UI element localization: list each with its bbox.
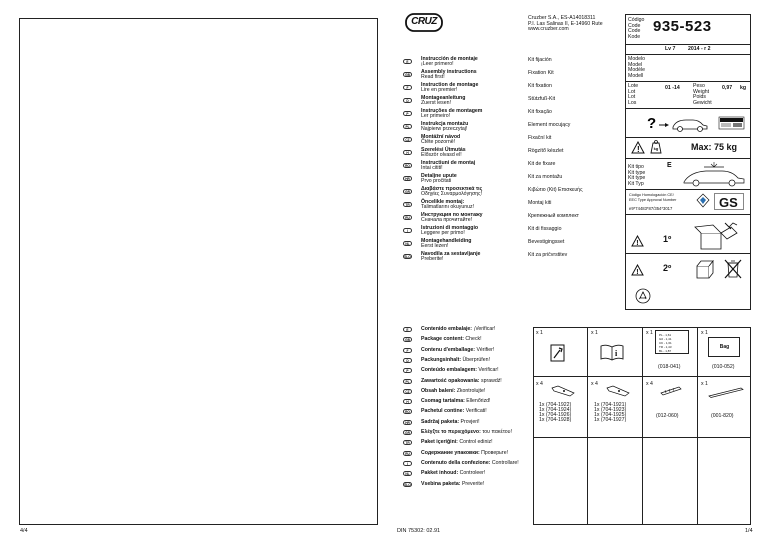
divider [697, 327, 698, 525]
part-code: 1x (704-1924) [539, 407, 572, 413]
crossed-bin-icon [723, 258, 743, 280]
sticker-line: TR - 1,43 [659, 345, 672, 349]
instruction-title: Instrukcja montażu [421, 121, 469, 127]
part-code: (001-820) [711, 413, 734, 419]
lot-value: 01 -14 [665, 85, 680, 91]
model-label-1: Modelo [628, 56, 646, 62]
instruction-sub: ¡Leer primero! [421, 61, 454, 67]
kit-type-label-4: Kit Typ [628, 180, 644, 187]
kg-icon-label: kg [653, 146, 659, 151]
weight-label-4: Gewicht [693, 99, 712, 106]
code-label-4: Kode [628, 33, 641, 40]
instruction-sub: Zuerst lesen! [421, 100, 451, 106]
instruction-kit: Κιβώτιο (Kit) Επισκευής [528, 187, 583, 193]
flag-icon: F [403, 85, 412, 90]
bracket-left-icon [550, 384, 576, 398]
part-qty: x 1 [701, 330, 708, 336]
bag-icon [708, 337, 740, 357]
svg-text:!: ! [636, 269, 639, 276]
part-qty: x 1 [591, 330, 598, 336]
flag-icon: D [403, 358, 412, 363]
instruction-title: Montážní návod [421, 134, 461, 140]
instruction-sub: Prvo pročitati [421, 178, 452, 184]
part-code: 1x (704-1923) [594, 407, 627, 413]
sticker-line: G0 - 1,41 [659, 337, 672, 341]
lot-label-4: Los [628, 99, 637, 106]
content-label: Pakket inhoud: [421, 470, 459, 477]
step2-label: 2º [663, 263, 672, 273]
flag-icon: GB [403, 72, 412, 77]
right-page-number: 1/4 [745, 528, 753, 534]
content-text [421, 482, 484, 488]
divider [625, 137, 751, 138]
instruction-title: Istruzioni di montaggio [421, 225, 479, 231]
svg-text:!: ! [637, 145, 640, 154]
divider [587, 327, 588, 525]
content-value: Controllare! [491, 459, 519, 466]
car-compatibility-icon [631, 112, 746, 134]
content-value: Zkontrolujte! [456, 387, 486, 394]
part-code: (010-052) [712, 364, 735, 370]
flag-icon: HR [403, 176, 412, 181]
content-text [421, 327, 495, 333]
divider [533, 437, 751, 438]
content-text [421, 368, 499, 374]
open-box-icon [691, 221, 743, 251]
instruction-sub: Lire en premier! [421, 87, 458, 93]
content-text [421, 337, 482, 343]
content-text [421, 430, 512, 436]
flag-icon: SLO [404, 482, 411, 487]
homologation-box [627, 192, 748, 213]
content-text [421, 379, 502, 385]
flag-icon: GR [403, 189, 412, 194]
step2-warning-icon [631, 263, 644, 275]
model-label-4: Modell [628, 72, 644, 79]
instruction-kit: Kit de fixare [528, 161, 556, 167]
part-code: 1x (704-1926) [539, 412, 572, 418]
svg-text:i: i [615, 349, 618, 358]
content-text [421, 389, 485, 395]
content-label: Pachetul contine: [421, 408, 465, 415]
divider [625, 108, 751, 109]
divider [625, 81, 751, 82]
content-value: Ellenőrizd! [466, 398, 491, 405]
lot-label-3: Lot [628, 94, 636, 100]
weight-label-1: Peso [693, 83, 705, 89]
weight-kg-icon [650, 140, 662, 154]
divider [625, 54, 751, 55]
instruction-sub: Najpierw przeczytaj! [421, 126, 468, 132]
instruction-kit: Montaj kiti [528, 200, 552, 206]
flag-icon: PL [403, 124, 412, 129]
instruction-kit: Крепежный комплект [528, 213, 580, 219]
svg-text:GS: GS [719, 195, 738, 210]
instruction-title: Instructiuni de montaj [421, 160, 476, 166]
flag-icon: I [403, 228, 412, 233]
divider [642, 327, 643, 525]
homologation-line-2: EEC Type Approval Number [629, 197, 677, 202]
product-code: 935-523 [653, 18, 712, 35]
content-label: Contenu d'emballage: [421, 346, 475, 353]
content-label: Содержание упаковки: [421, 449, 480, 456]
flag-icon: TR [403, 440, 412, 445]
kit-type-label-1: Kit tipo [628, 164, 644, 170]
kit-type-value: E [667, 162, 672, 169]
kit-type-label-2: Kit type [628, 169, 646, 176]
din-reference: DIN 75302: 02.91 [397, 528, 441, 534]
flag-icon: P [403, 368, 412, 373]
content-text [421, 451, 508, 457]
instruction-sub: Intai cititi! [421, 165, 443, 171]
content-value: Check! [465, 336, 482, 343]
weight-value: 0,97 [722, 85, 733, 91]
part-qty: x 4 [591, 381, 598, 387]
flag-icon: CZ [403, 389, 412, 394]
flag-icon: NL [403, 241, 412, 246]
content-value: Verificar! [478, 367, 499, 374]
company-line-3: www.cruzber.com [528, 26, 569, 32]
left-page-number: 4/4 [20, 528, 28, 534]
part-code: 1x (704-1928) [539, 417, 572, 423]
model-label-3: Modèle [628, 67, 646, 73]
content-value: Vérifier! [476, 346, 495, 353]
instruction-kit: Fixační kit [528, 135, 552, 141]
code-label-3: Code [628, 28, 641, 34]
content-label: Csomag tartalma: [421, 398, 465, 405]
svg-text:?: ? [647, 115, 657, 132]
screw-icon [659, 384, 683, 396]
gs-mark-icon [714, 193, 744, 210]
lot-label-2: Lot [628, 88, 636, 95]
step1-warning-icon [631, 234, 644, 246]
content-label: Packungsinhalt: [421, 356, 462, 363]
flag-icon: E [403, 327, 412, 332]
flag-icon: GB [403, 337, 412, 342]
instruction-title: Detaljne upute [421, 173, 457, 179]
instruction-kit: Kit di fissaggio [528, 226, 562, 232]
instruction-title: Assembly instructions [421, 69, 477, 75]
flag-icon: H [403, 150, 412, 155]
instruction-title: Szerelési Útmutás [421, 147, 466, 153]
content-value: ¡Verificar! [473, 326, 496, 332]
instruction-kit: Element mocujący [528, 122, 571, 128]
cruz-logo [405, 13, 443, 32]
instruction-kit: Kit za montažu [528, 174, 563, 180]
part-code: 1x (704-1927) [594, 417, 627, 423]
instruction-title: Инструкция по монтажу [421, 212, 483, 218]
right-page [395, 0, 768, 543]
content-text [421, 348, 494, 354]
flag-icon: H [403, 399, 412, 404]
content-label: Package content: [421, 336, 464, 343]
contents-list [403, 327, 533, 487]
part-code: 1x (704-1921) [594, 402, 627, 408]
divider [533, 376, 751, 377]
content-label: Paket içeriğini: [421, 439, 458, 446]
content-label: Sadržaj paketa: [421, 418, 460, 425]
part-qty: x 4 [646, 381, 653, 387]
part-code: 1x (704-1925) [594, 412, 627, 418]
instruction-kit: Rögzítő készlet [528, 148, 564, 154]
version-date: 2014 - r 2 [688, 46, 711, 52]
company-line-1: Cruzber S.A., ES-A14018311 [528, 15, 596, 21]
tuv-mark-icon [696, 193, 710, 208]
content-value: Controleer! [459, 470, 486, 477]
instruction-sub: Leggere per primo! [421, 230, 465, 236]
content-text [421, 461, 519, 467]
car-profile-icon [680, 160, 748, 188]
homologation-line-1: Código Homologación CE/ [629, 193, 674, 197]
instruction-title: Instrucción de montaje [421, 56, 478, 62]
flag-icon: NL [403, 471, 412, 476]
kit-type-label-3: Kit type [628, 175, 646, 181]
content-text [421, 399, 491, 405]
flag-icon: RO [403, 409, 412, 414]
content-label: Conteúdo embalagem: [421, 367, 477, 374]
bracket-right-icon [605, 384, 631, 398]
part-qty: x 1 [536, 330, 543, 336]
content-value: Verificati! [465, 408, 487, 415]
flag-icon: GR [403, 430, 412, 435]
instruction-sub: Talimatlarını okuyunuz! [421, 204, 475, 210]
logo-text: CRUZ [411, 16, 437, 27]
instruction-sub: Čtěte pozorně! [421, 139, 456, 145]
disposal-box-icon [693, 258, 715, 280]
content-value: Preverite! [461, 480, 485, 487]
flag-icon: RU [403, 215, 412, 220]
instruction-kit: Kit za pričvrstitev [528, 252, 568, 258]
divider [625, 158, 751, 159]
sticker-line: BL - 1,87 [659, 349, 672, 353]
instruction-kit: Fixation Kit [528, 70, 554, 76]
homologation-number: e9*74483*87/354*3017 [629, 206, 673, 211]
instruction-title: Montagehandleiding [421, 238, 472, 244]
flag-icon: HR [403, 420, 412, 425]
instruction-sub: Ler primeiro! [421, 113, 451, 119]
flag-icon: CZ [403, 137, 412, 142]
content-text [421, 358, 490, 364]
instruction-sub: Preberite! [421, 256, 444, 262]
divider [625, 214, 751, 215]
content-value: του πακέτου! [482, 429, 512, 435]
wrench-document-icon [550, 344, 566, 362]
flag-icon: E [403, 59, 412, 64]
instruction-title: Instruction de montage [421, 82, 479, 88]
left-page-frame [19, 18, 378, 525]
svg-text:!: ! [636, 240, 639, 247]
vehicle-list-sticker [655, 330, 689, 354]
flag-icon: P [403, 111, 412, 116]
content-label: Contenuto della confezione: [421, 459, 491, 466]
flag-icon: I [403, 461, 412, 466]
lot-label-1: Lote [628, 83, 639, 89]
content-text [421, 440, 493, 446]
instruction-kit: Stützfuß-Kit [528, 96, 556, 102]
flag-icon: F [403, 348, 412, 353]
content-value: Control ediniz! [459, 439, 493, 446]
weight-label-2: Weight [693, 88, 710, 95]
flag-icon: D [403, 98, 412, 103]
version-lv: Lv 7 [665, 46, 676, 52]
content-value: sprawdź! [480, 377, 502, 384]
instruction-kit: Kit fijación [528, 57, 552, 63]
part-code: (012-060) [656, 413, 679, 419]
sticker-line: PL - 1,61 [659, 333, 672, 337]
max-load: Max: 75 kg [691, 142, 738, 152]
code-label-2: Code [628, 22, 641, 29]
content-label: Vsebina paketa: [421, 480, 461, 487]
divider [625, 44, 751, 45]
content-text [421, 471, 485, 477]
part-qty: x 1 [701, 381, 708, 387]
part-code: (018-041) [658, 364, 681, 370]
instruction-sub: Сначала прочитайте! [421, 217, 473, 223]
content-value: Проверьте! [481, 449, 509, 456]
content-value: Überprüfen! [462, 356, 490, 363]
content-label: Contenido embalaje: [421, 326, 473, 332]
instruction-kit: Kit fixation [528, 83, 552, 89]
instruction-title: Διαβάστε προσεκτικά τις [421, 186, 483, 192]
company-line-2: P.I. Las Salinas II, E-14960 Rute [528, 20, 603, 27]
code-label-1: Código [628, 17, 645, 23]
instruction-title: Montageanleitung [421, 95, 466, 101]
instruction-title: Öncelikle montaj: [421, 199, 465, 205]
divider [625, 253, 751, 254]
model-label-2: Model [628, 61, 643, 68]
instruction-sub: Először olvasd el! [421, 152, 462, 158]
content-text [421, 409, 487, 415]
flag-icon: PL [403, 379, 412, 384]
step1-label: 1º [663, 234, 672, 244]
weight-unit: kg [740, 85, 747, 91]
instruction-title: Instruções de montagem [421, 108, 483, 114]
instruction-sub: Eerst lezen! [421, 243, 449, 249]
instructions-list [403, 57, 623, 267]
flag-icon: TR [403, 202, 412, 207]
part-qty: x 1 [646, 330, 653, 336]
sticker-line: CK - 1,61 [659, 341, 672, 345]
rod-icon [707, 385, 745, 397]
warning-icon [631, 141, 645, 154]
flag-icon: RO [403, 163, 412, 168]
instruction-sub: Read first! [421, 74, 445, 80]
flag-icon: SLO [404, 255, 411, 259]
flag-icon: RU [403, 451, 412, 456]
part-qty: x 4 [536, 381, 543, 387]
content-label: Obsah balení: [421, 387, 456, 394]
instruction-kit: Kit fixação [528, 109, 552, 115]
part-code: 1x (704-1922) [539, 402, 572, 408]
content-label: Ελέγξτε το περιεχόμενο: [421, 429, 481, 435]
bag-label: Bag [719, 344, 730, 350]
weight-label-3: Poids [693, 94, 706, 100]
content-label: Zawartość opakowania: [421, 377, 480, 384]
recycle-icon [635, 288, 651, 304]
content-value: Provjeri! [460, 418, 480, 425]
instruction-kit: Bevestigingsset [528, 239, 565, 245]
instruction-title: Navodila za sestavljanje [421, 251, 481, 257]
divider [625, 189, 751, 190]
instruction-sub: Οδηγίες Συναρμολόγησης! [421, 191, 483, 197]
content-text [421, 420, 480, 426]
manual-book-icon [600, 344, 624, 361]
